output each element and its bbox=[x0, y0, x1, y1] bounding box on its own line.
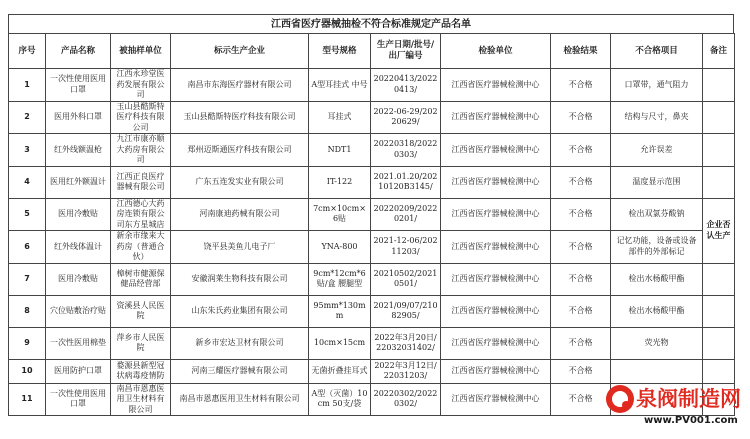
cell-batch: 20210502/20210501/ bbox=[371, 263, 441, 295]
cell-model: 无菌折叠挂耳式 bbox=[309, 359, 371, 383]
cell-no: 10 bbox=[9, 359, 46, 383]
cell-batch: 2022-06-29/20220629/ bbox=[371, 101, 441, 134]
col-header-product: 产品名称 bbox=[46, 34, 111, 69]
cell-model: A型耳挂式 中号 bbox=[309, 69, 371, 102]
cell-remark-merged: 企业否认生产 bbox=[703, 198, 735, 263]
col-header-result: 检验结果 bbox=[551, 34, 611, 69]
cell-maker: 郑州迈斯通医疗科技有限公司 bbox=[171, 134, 309, 167]
cell-maker: 玉山县酷斯特医疗科技有限公司 bbox=[171, 101, 309, 134]
site-watermark bbox=[606, 383, 746, 433]
cell-item: 检出水杨酸甲酯 bbox=[611, 263, 703, 295]
cell-batch: 20220302/20220302/ bbox=[371, 383, 441, 416]
cell-remark bbox=[703, 101, 735, 134]
table-row bbox=[9, 69, 735, 102]
cell-product: 红外线额温枪 bbox=[46, 134, 111, 167]
cell-batch: 2021-12-06/20211203/ bbox=[371, 231, 441, 264]
cell-model: IT-122 bbox=[309, 166, 371, 198]
cell-maker: 河南康迪药械有限公司 bbox=[171, 198, 309, 231]
cell-model: 95mm*130mm bbox=[309, 295, 371, 327]
cell-maker: 南昌市恩惠医用卫生材料有限公司 bbox=[171, 383, 309, 416]
table-row bbox=[9, 198, 735, 231]
cell-no: 8 bbox=[9, 295, 46, 327]
table-row bbox=[9, 263, 735, 295]
cell-remark bbox=[703, 295, 735, 327]
cell-result: 不合格 bbox=[551, 383, 611, 416]
cell-model: A型（灭菌）10cm 50支/袋 bbox=[309, 383, 371, 416]
cell-model: 9cm*12cm*6贴/盒 腰腿型 bbox=[309, 263, 371, 295]
cell-remark bbox=[703, 263, 735, 295]
cell-no: 2 bbox=[9, 101, 46, 134]
cell-lab: 江西省医疗器械检测中心 bbox=[441, 359, 551, 383]
col-header-model: 型号规格 bbox=[309, 34, 371, 69]
cell-sampled: 江西德心大药房连锁有限公司东方星城店 bbox=[111, 198, 171, 231]
cell-result: 不合格 bbox=[551, 166, 611, 198]
table-row bbox=[9, 231, 735, 264]
cell-product: 红外线体温计 bbox=[46, 231, 111, 264]
cell-batch: 2021.01.20/20210120B3145/ bbox=[371, 166, 441, 198]
cell-result: 不合格 bbox=[551, 198, 611, 231]
header-row bbox=[9, 34, 735, 69]
cell-remark bbox=[703, 134, 735, 167]
cell-no: 1 bbox=[9, 69, 46, 102]
cell-no: 5 bbox=[9, 198, 46, 231]
cell-maker: 广东五连发实业有限公司 bbox=[171, 166, 309, 198]
cell-model: 7cm×10cm×6贴 bbox=[309, 198, 371, 231]
cell-product: 医用外科口罩 bbox=[46, 101, 111, 134]
table-row bbox=[9, 166, 735, 198]
cell-item: 检出双氯芬酸钠 bbox=[611, 198, 703, 231]
cell-remark bbox=[703, 359, 735, 383]
col-header-no: 序号 bbox=[9, 34, 46, 69]
cell-lab: 江西省医疗器械检测中心 bbox=[441, 295, 551, 327]
watermark-name: 泉阀制造网 bbox=[636, 387, 741, 411]
cell-maker: 饶平县美鱼儿电子厂 bbox=[171, 231, 309, 264]
cell-lab: 江西省医疗器械检测中心 bbox=[441, 134, 551, 167]
cell-product: 一次性使用医用口罩 bbox=[46, 383, 111, 416]
cell-result: 不合格 bbox=[551, 327, 611, 359]
cell-product: 医用冷敷贴 bbox=[46, 263, 111, 295]
cell-lab: 江西省医疗器械检测中心 bbox=[441, 101, 551, 134]
cell-model: 耳挂式 bbox=[309, 101, 371, 134]
col-header-lab: 检验单位 bbox=[441, 34, 551, 69]
cell-sampled: 萍乡市人民医院 bbox=[111, 327, 171, 359]
cell-maker: 南昌市东海医疗器材有限公司 bbox=[171, 69, 309, 102]
cell-lab: 江西省医疗器械检测中心 bbox=[441, 327, 551, 359]
col-header-batch: 生产日期/批号/出厂编号 bbox=[371, 34, 441, 69]
cell-remark bbox=[703, 69, 735, 102]
cell-batch: 20220413/20220413/ bbox=[371, 69, 441, 102]
col-header-maker: 标示生产企业 bbox=[171, 34, 309, 69]
cell-sampled: 樟树市健源保健品经营部 bbox=[111, 263, 171, 295]
cell-batch: 20220209/20220201/ bbox=[371, 198, 441, 231]
col-header-remark: 备注 bbox=[703, 34, 735, 69]
cell-result: 不合格 bbox=[551, 69, 611, 102]
cell-sampled: 九江市康亦顺大药房有限公司 bbox=[111, 134, 171, 167]
table-row bbox=[9, 134, 735, 167]
cell-item bbox=[611, 359, 703, 383]
cell-result: 不合格 bbox=[551, 359, 611, 383]
cell-lab: 江西省医疗器械检测中心 bbox=[441, 263, 551, 295]
cell-item: 结构与尺寸，鼻夹 bbox=[611, 101, 703, 134]
cell-no: 6 bbox=[9, 231, 46, 264]
cell-sampled: 南昌市恩惠医用卫生材料有限公司 bbox=[111, 383, 171, 416]
cell-lab: 江西省医疗器械检测中心 bbox=[441, 69, 551, 102]
cell-batch: 2021/09/07/21082905/ bbox=[371, 295, 441, 327]
cell-sampled: 婺源县新型冠状病毒疫情防 bbox=[111, 359, 171, 383]
cell-maker: 新乡市宏达卫材有限公司 bbox=[171, 327, 309, 359]
cell-maker: 河南三耀医疗器械有限公司 bbox=[171, 359, 309, 383]
cell-item: 荧光物 bbox=[611, 327, 703, 359]
cell-batch: 2022年3月12日/22031203/ bbox=[371, 359, 441, 383]
cell-lab: 江西省医疗器械检测中心 bbox=[441, 231, 551, 264]
cell-result: 不合格 bbox=[551, 231, 611, 264]
cell-model: 10cm×15cm bbox=[309, 327, 371, 359]
cell-product: 医用防护口罩 bbox=[46, 359, 111, 383]
col-header-sampled: 被抽样单位 bbox=[111, 34, 171, 69]
col-header-item: 不合格项目 bbox=[611, 34, 703, 69]
table-row bbox=[9, 327, 735, 359]
cell-no: 3 bbox=[9, 134, 46, 167]
cell-result: 不合格 bbox=[551, 134, 611, 167]
cell-sampled: 江西永珍堂医药发展有限公司 bbox=[111, 69, 171, 102]
watermark-url: www.PV001.com bbox=[644, 415, 738, 426]
table-row bbox=[9, 101, 735, 134]
cell-result: 不合格 bbox=[551, 263, 611, 295]
cell-product: 医用冷敷贴 bbox=[46, 198, 111, 231]
cell-product: 一次性使用医用口罩 bbox=[46, 69, 111, 102]
cell-model: YNA-800 bbox=[309, 231, 371, 264]
cell-remark bbox=[703, 327, 735, 359]
cell-lab: 江西省医疗器械检测中心 bbox=[441, 383, 551, 416]
cell-remark bbox=[703, 166, 735, 198]
cell-item: 口罩带，通气阻力 bbox=[611, 69, 703, 102]
cell-item: 记忆功能，设备或设备部件的外部标记 bbox=[611, 231, 703, 264]
cell-sampled: 新余市缘来大药房（普通合伙） bbox=[111, 231, 171, 264]
cell-product: 穴位贴敷治疗贴 bbox=[46, 295, 111, 327]
cell-lab: 江西省医疗器械检测中心 bbox=[441, 198, 551, 231]
cell-model: NDT1 bbox=[309, 134, 371, 167]
cell-sampled: 资溪县人民医院 bbox=[111, 295, 171, 327]
cell-sampled: 玉山县酷斯特医疗科技有限公司 bbox=[111, 101, 171, 134]
results-table bbox=[8, 33, 735, 416]
cell-item: 温度显示范围 bbox=[611, 166, 703, 198]
watermark-logo-icon bbox=[606, 385, 634, 413]
cell-item: 允许误差 bbox=[611, 134, 703, 167]
table-row bbox=[9, 359, 735, 383]
cell-no: 7 bbox=[9, 263, 46, 295]
cell-maker: 山东朱氏药业集团有限公司 bbox=[171, 295, 309, 327]
cell-lab: 江西省医疗器械检测中心 bbox=[441, 166, 551, 198]
table-row bbox=[9, 295, 735, 327]
cell-batch: 20220318/20220303/ bbox=[371, 134, 441, 167]
cell-result: 不合格 bbox=[551, 101, 611, 134]
cell-no: 11 bbox=[9, 383, 46, 416]
cell-maker: 安徽润莱生物科技有限公司 bbox=[171, 263, 309, 295]
document-title: 江西省医疗器械抽检不符合标准规定产品名单 bbox=[8, 14, 734, 33]
cell-no: 9 bbox=[9, 327, 46, 359]
cell-result: 不合格 bbox=[551, 295, 611, 327]
cell-item: 检出水杨酸甲酯 bbox=[611, 295, 703, 327]
cell-batch: 2022年3月20日/22032031402/ bbox=[371, 327, 441, 359]
cell-product: 医用红外额温计 bbox=[46, 166, 111, 198]
cell-product: 一次性医用棉垫 bbox=[46, 327, 111, 359]
cell-sampled: 江西正良医疗器械有限公司 bbox=[111, 166, 171, 198]
cell-no: 4 bbox=[9, 166, 46, 198]
